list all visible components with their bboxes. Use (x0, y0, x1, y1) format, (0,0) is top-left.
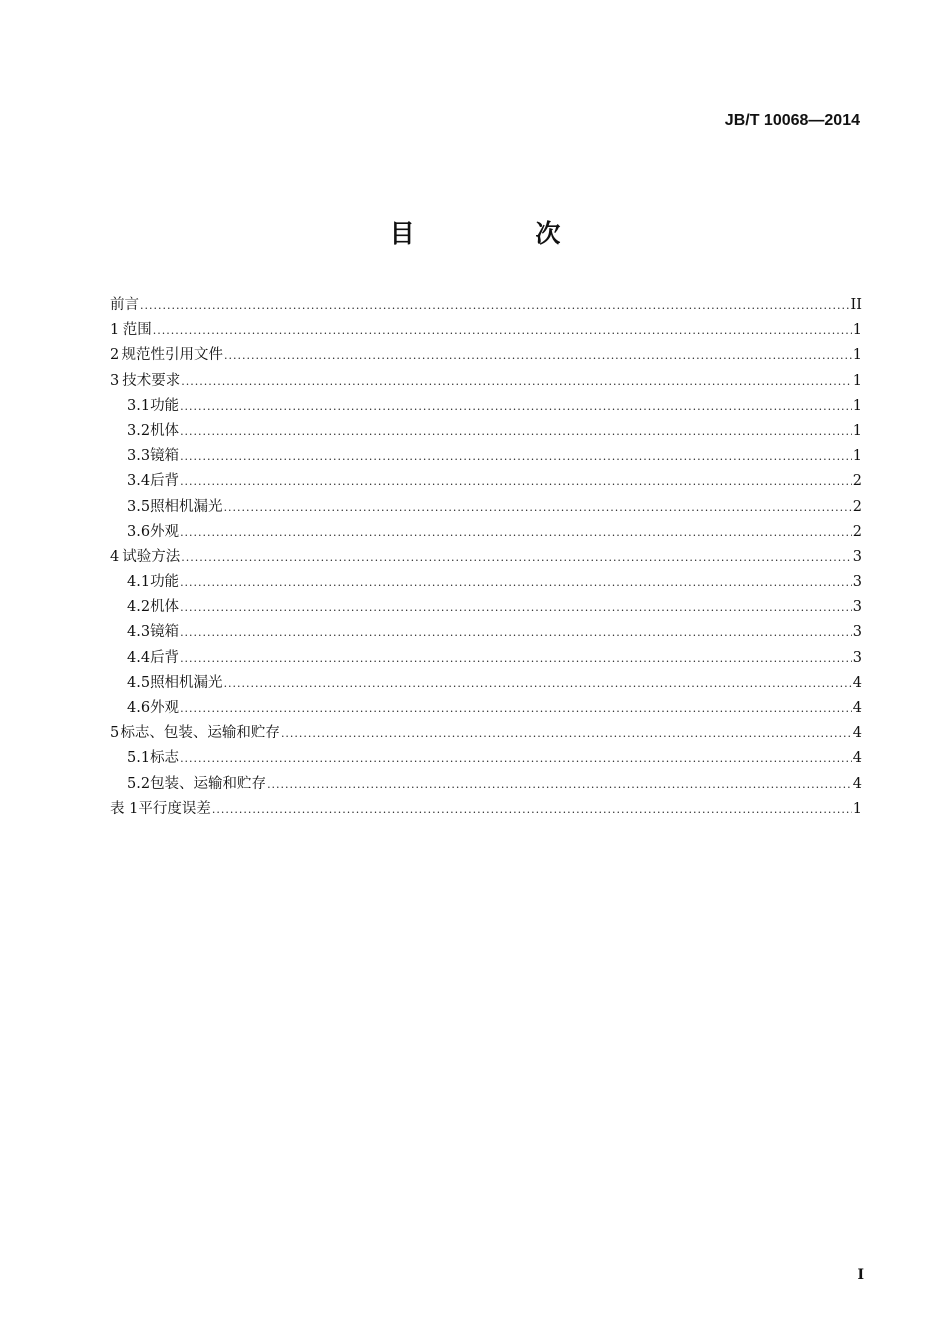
dot-leader (212, 797, 852, 822)
dot-leader (224, 495, 852, 520)
dot-leader (180, 570, 852, 595)
toc-entry-page: 2 (852, 498, 862, 515)
toc-entry-number: 4.4 (127, 649, 151, 666)
toc-entry-page: 1 (852, 322, 862, 339)
toc-entry-page: 3 (852, 599, 862, 616)
toc-entry-label: 技术要求 (122, 372, 181, 389)
toc-entry-number: 4 (110, 548, 120, 565)
toc-entry-page: 1 (852, 422, 862, 439)
toc-entry-number: 5.1 (127, 750, 151, 767)
toc-entry-page: II (850, 297, 862, 313)
dot-leader (281, 721, 852, 746)
toc-entry-label: 外观 (150, 700, 180, 716)
dot-leader (180, 520, 852, 545)
toc-entry-foreword[interactable] (110, 293, 862, 318)
toc-entry-3-5[interactable] (110, 495, 862, 520)
dot-leader (180, 620, 852, 645)
toc-entry-page: 1 (852, 347, 862, 364)
toc-entry-page: 1 (852, 372, 862, 389)
toc-entry-5-1[interactable] (110, 746, 862, 771)
toc-entry-4-5[interactable] (110, 671, 862, 696)
toc-entry-label: 后背 (150, 473, 180, 490)
toc-entry-label: 包装、运输和贮存 (150, 775, 267, 792)
toc-entry-number: 表 1 (110, 800, 139, 817)
toc-entry-label: 照相机漏光 (150, 498, 223, 515)
dot-leader (153, 318, 852, 343)
dot-leader (224, 671, 852, 696)
toc-entry-4-2[interactable] (110, 595, 862, 620)
toc-entry-page: 1 (852, 397, 862, 414)
toc-entry-page: 4 (852, 775, 862, 792)
toc-entry-1[interactable] (110, 318, 862, 343)
toc-entry-page: 1 (852, 448, 862, 465)
toc-entry-number: 3.4 (127, 473, 151, 490)
toc-entry-number: 3.6 (127, 523, 151, 540)
toc-entry-number: 4.6 (127, 700, 151, 716)
toc-entry-page: 3 (852, 548, 862, 565)
toc-entry-page: 1 (852, 800, 862, 817)
toc-entry-3[interactable] (110, 369, 862, 394)
toc-entry-3-1[interactable] (110, 394, 862, 419)
toc-entry-number: 4.3 (127, 624, 151, 641)
toc-entry-label: 外观 (150, 523, 180, 540)
toc-entry-4[interactable] (110, 545, 862, 570)
toc-entry-number: 1 (110, 322, 120, 339)
toc-entry-table-1[interactable] (110, 797, 862, 822)
toc-entry-label: 后背 (150, 649, 180, 666)
toc-entry-label: 镜箱 (150, 624, 180, 641)
toc-entry-label: 平行度误差 (138, 800, 211, 817)
toc-entry-page: 2 (852, 523, 862, 540)
toc-entry-label: 前言 (110, 297, 139, 313)
standard-code: JB/T 10068—2014 (724, 112, 860, 129)
toc-entry-label: 功能 (150, 397, 180, 414)
dot-leader (180, 419, 852, 444)
toc-entry-page: 2 (852, 473, 862, 490)
toc-entry-page: 4 (852, 700, 862, 716)
toc-entry-label: 照相机漏光 (150, 674, 223, 691)
toc-entry-number: 5.2 (127, 775, 151, 792)
toc-entry-number: 3 (110, 372, 120, 389)
dot-leader (267, 772, 852, 797)
toc-entry-4-3[interactable] (110, 620, 862, 645)
dot-leader (180, 595, 852, 620)
toc-entry-number: 3.1 (127, 397, 151, 414)
toc-entry-3-6[interactable] (110, 520, 862, 545)
toc-entry-number: 3.2 (127, 422, 151, 439)
toc-entry-page: 4 (852, 750, 862, 767)
toc-entry-3-4[interactable] (110, 469, 862, 494)
toc-entry-label: 标志、包装、运输和贮存 (120, 725, 280, 742)
toc-entry-page: 4 (852, 674, 862, 691)
toc-entry-3-2[interactable] (110, 419, 862, 444)
toc-entry-page: 3 (852, 574, 862, 591)
toc-entry-number: 4.1 (127, 574, 151, 591)
page-number: I (857, 1267, 864, 1283)
toc-entry-number: 2 (110, 347, 120, 364)
toc-entry-label: 功能 (150, 574, 180, 591)
toc-entry-4-1[interactable] (110, 570, 862, 595)
dot-leader (181, 545, 852, 570)
toc-entry-label: 机体 (150, 422, 180, 439)
toc-entry-label: 范围 (122, 322, 152, 339)
dot-leader (181, 369, 852, 394)
toc-entry-page: 4 (852, 725, 862, 742)
dot-leader (180, 469, 852, 494)
toc-entry-2[interactable] (110, 343, 862, 368)
toc-entry-number: 5 (110, 725, 120, 742)
toc-entry-4-4[interactable] (110, 646, 862, 671)
page-title: 目 次 (389, 219, 617, 248)
toc-entry-label: 试验方法 (122, 548, 181, 565)
toc-entry-label: 规范性引用文件 (121, 347, 223, 364)
dot-leader (180, 394, 852, 419)
toc-entry-number: 4.2 (127, 599, 151, 616)
toc-entry-3-3[interactable] (110, 444, 862, 469)
toc-entry-number: 3.5 (127, 498, 151, 515)
dot-leader (180, 646, 852, 671)
toc-entry-4-6[interactable] (110, 696, 862, 721)
toc-entry-number: 4.5 (127, 674, 151, 691)
dot-leader (180, 746, 852, 771)
toc-entry-label: 标志 (150, 750, 180, 767)
dot-leader (180, 444, 852, 469)
toc-entry-number: 3.3 (127, 448, 151, 465)
toc-entry-label: 机体 (150, 599, 180, 616)
toc-entry-5-2[interactable] (110, 772, 862, 797)
toc-entry-page: 3 (852, 624, 862, 641)
toc-entry-5[interactable] (110, 721, 862, 746)
dot-leader (180, 696, 852, 721)
dot-leader (140, 293, 850, 318)
table-of-contents (110, 293, 862, 822)
dot-leader (224, 343, 852, 368)
toc-entry-page: 3 (852, 649, 862, 666)
toc-entry-label: 镜箱 (150, 448, 180, 465)
